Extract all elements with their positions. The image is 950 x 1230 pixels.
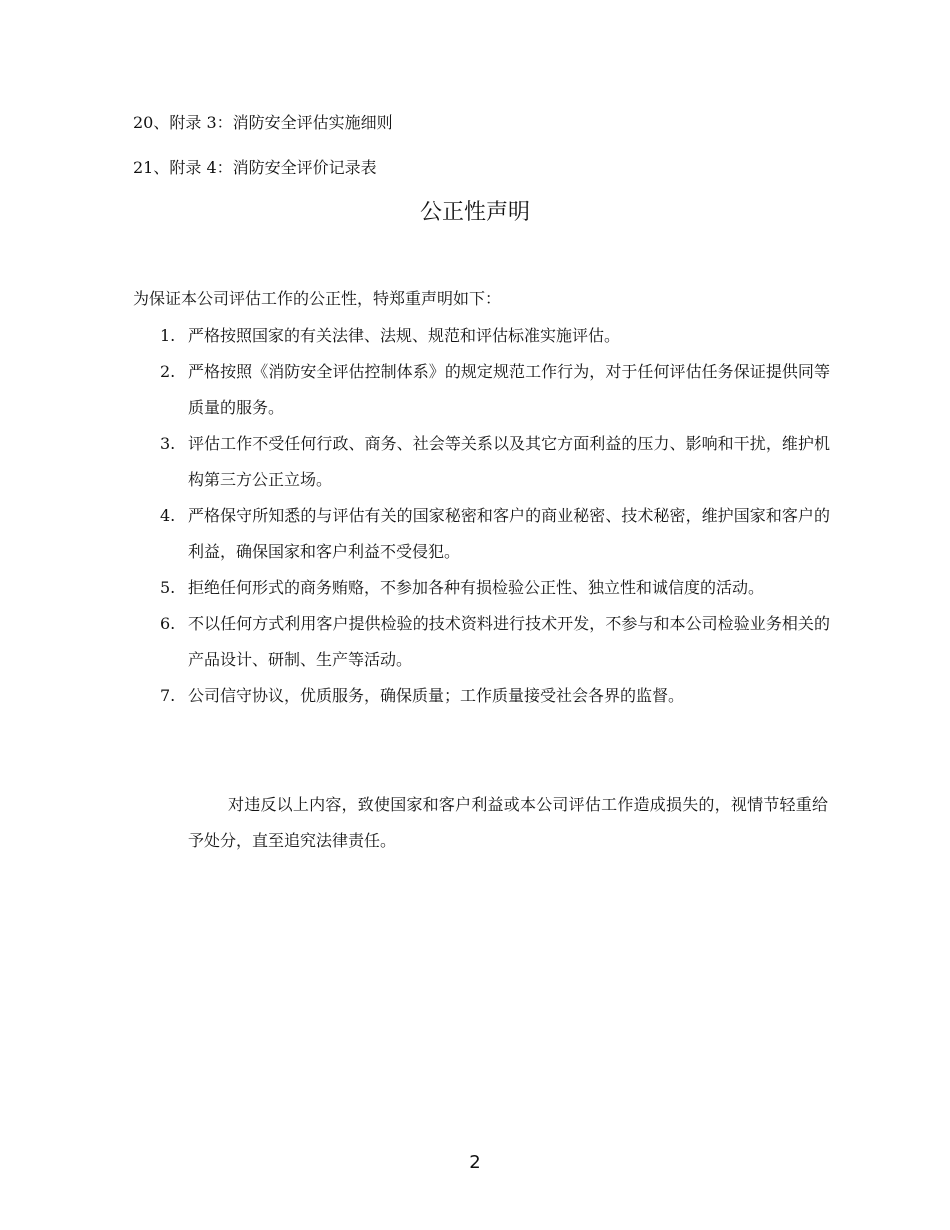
clause-number: 3. [160,434,176,453]
statement-clause [160,426,830,498]
clause-text: 严格按照《消防安全评估控制体系》的规定规范工作行为，对于任何评估任务保证提供同等质量的服务。 [188,362,830,417]
statement-clause [160,606,830,678]
clause-text: 严格保守所知悉的与评估有关的国家秘密和客户的商业秘密、技术秘密，维护国家和客户的利益，确保国家和客户利益不受侵犯。 [188,506,830,561]
clause-number: 4. [160,506,176,525]
statement-closing: 对违反以上内容，致使国家和客户利益或本公司评估工作造成损失的，视情节轻重给予处分，直至追究法律责任。 [188,795,828,850]
statement-title: 公正性声明 [419,200,530,225]
clause-text: 公司信守协议，优质服务，确保质量；工作质量接受社会各界的监督。 [188,686,685,705]
statement-clause [160,498,830,570]
clause-number: 2. [160,362,176,381]
clause-text: 拒绝任何形式的商务贿赂，不参加各种有损检验公正性、独立性和诚信度的活动。 [188,578,765,597]
clause-number: 6. [160,614,176,633]
toc-item-appendix-4: 21、附录 4：消防安全评价记录表 [133,158,377,177]
toc-item-appendix-3: 20、附录 3：消防安全评估实施细则 [133,113,393,132]
statement-intro: 为保证本公司评估工作的公正性，特郑重声明如下： [133,289,502,308]
statement-clause [160,354,830,426]
clause-text: 评估工作不受任何行政、商务、社会等关系以及其它方面利益的压力、影响和干扰，维护机构第三方公正立场。 [188,434,830,489]
page-number: 2 [469,1152,481,1173]
statement-clause [160,318,830,354]
clause-number: 1. [160,326,176,345]
statement-clause [160,678,830,714]
clause-text: 不以任何方式利用客户提供检验的技术资料进行技术开发，不参与和本公司检验业务相关的产品设计、研制、生产等活动。 [188,614,830,669]
clause-number: 7. [160,686,176,705]
statement-clause [160,570,830,606]
statement-clause-list [160,318,830,714]
clause-text: 严格按照国家的有关法律、法规、规范和评估标准实施评估。 [188,326,621,345]
clause-number: 5. [160,578,176,597]
